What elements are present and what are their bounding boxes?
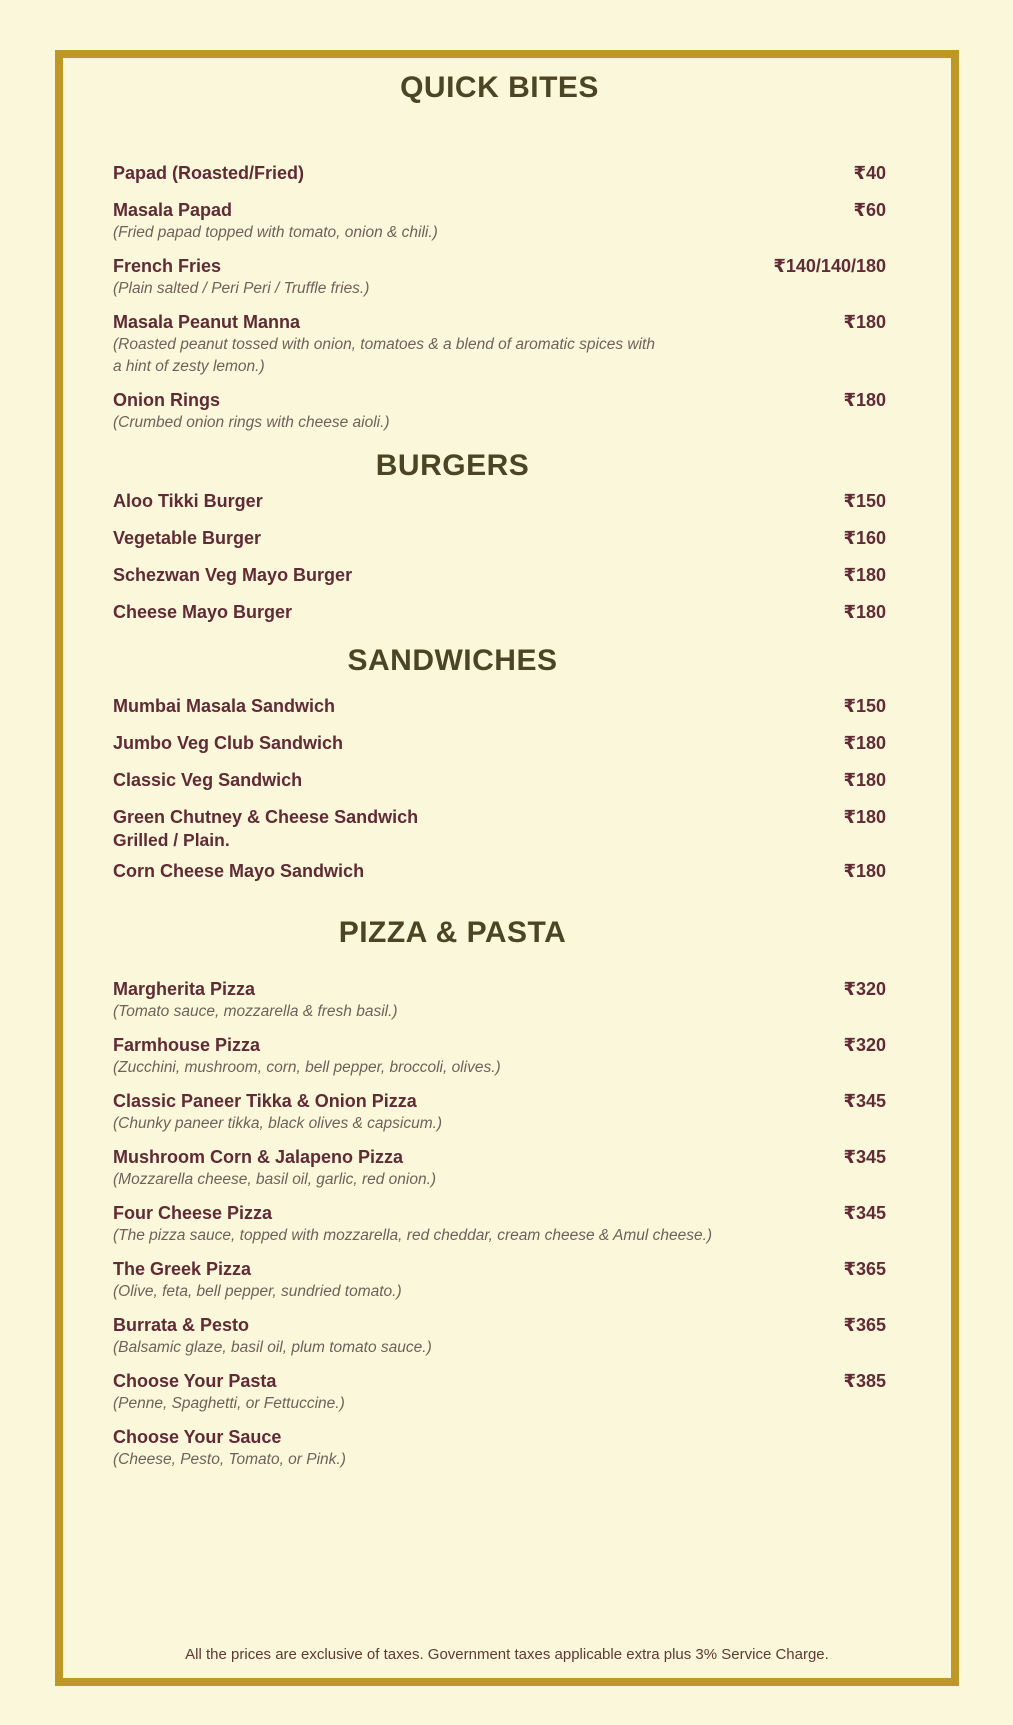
section-sandwiches xyxy=(113,643,886,883)
item-price: ₹180 xyxy=(843,565,886,585)
item-price: ₹180 xyxy=(843,602,886,622)
menu-content xyxy=(113,50,886,1482)
item-price: ₹60 xyxy=(853,200,886,220)
item-name-line2: Grilled / Plain. xyxy=(113,830,230,850)
menu-item xyxy=(113,527,886,550)
menu-item xyxy=(113,1314,886,1359)
item-price: ₹345 xyxy=(843,1147,886,1167)
item-name: Choose Your Pasta xyxy=(113,1371,277,1391)
menu-item xyxy=(113,389,886,434)
item-price: ₹140/140/180 xyxy=(773,256,886,276)
item-price: ₹180 xyxy=(843,861,886,881)
item-description: (Balsamic glaze, basil oil, plum tomato sauce.) xyxy=(113,1339,432,1356)
menu-item xyxy=(113,1202,886,1247)
menu-item xyxy=(113,1426,886,1471)
item-name: Classic Veg Sandwich xyxy=(113,770,303,790)
item-name: Jumbo Veg Club Sandwich xyxy=(113,733,344,753)
section-title: BURGERS xyxy=(375,449,530,482)
item-name: Margherita Pizza xyxy=(113,979,256,999)
item-name: Classic Paneer Tikka & Onion Pizza xyxy=(113,1091,417,1111)
item-description: (Plain salted / Peri Peri / Truffle fries.) xyxy=(113,280,370,297)
item-description: (The pizza sauce, topped with mozzarella, red cheddar, cream cheese & Amul cheese.) xyxy=(113,1227,713,1244)
item-description: (Olive, feta, bell pepper, sundried tomato.) xyxy=(113,1283,402,1300)
item-description: (Tomato sauce, mozzarella & fresh basil.) xyxy=(113,1003,398,1020)
item-name: Mushroom Corn & Jalapeno Pizza xyxy=(113,1147,404,1167)
item-price: ₹160 xyxy=(843,528,886,548)
item-price: ₹320 xyxy=(843,1035,886,1055)
item-price: ₹150 xyxy=(843,491,886,511)
item-price: ₹365 xyxy=(843,1259,886,1279)
item-description-line2: a hint of zesty lemon.) xyxy=(113,358,265,375)
item-name: Schezwan Veg Mayo Burger xyxy=(113,565,353,585)
menu-item xyxy=(113,732,886,755)
item-price: ₹385 xyxy=(843,1371,886,1391)
item-name: Choose Your Sauce xyxy=(113,1427,282,1447)
item-price: ₹345 xyxy=(843,1203,886,1223)
item-name: Burrata & Pesto xyxy=(113,1315,250,1335)
item-name: French Fries xyxy=(113,256,222,276)
item-description: (Zucchini, mushroom, corn, bell pepper, broccoli, olives.) xyxy=(113,1059,501,1076)
item-name: Four Cheese Pizza xyxy=(113,1203,273,1223)
menu-item xyxy=(113,1258,886,1303)
item-price: ₹40 xyxy=(853,163,886,183)
menu-item xyxy=(113,1146,886,1191)
item-price: ₹345 xyxy=(843,1091,886,1111)
footer-tax-note: All the prices are exclusive of taxes. Government taxes applicable extra plus 3% Service Charge. xyxy=(185,1646,829,1663)
section-burgers xyxy=(113,448,886,624)
menu-item xyxy=(113,311,886,378)
item-description: (Roasted peanut tossed with onion, tomatoes & a blend of aromatic spices with xyxy=(113,336,655,353)
item-name: Masala Papad xyxy=(113,200,233,220)
item-price: ₹320 xyxy=(843,979,886,999)
menu-item xyxy=(113,1034,886,1079)
item-description: (Fried papad topped with tomato, onion & chili.) xyxy=(113,224,438,241)
item-price: ₹365 xyxy=(843,1315,886,1335)
menu-item xyxy=(113,1370,886,1415)
menu-item xyxy=(113,860,886,883)
section-title: QUICK BITES xyxy=(400,71,599,104)
menu-item xyxy=(113,162,886,185)
section-title: PIZZA & PASTA xyxy=(338,916,567,949)
item-price: ₹180 xyxy=(843,733,886,753)
item-name: Onion Rings xyxy=(113,390,220,410)
item-name: Corn Cheese Mayo Sandwich xyxy=(113,861,365,881)
section-quick-bites xyxy=(113,70,886,434)
item-name: Aloo Tikki Burger xyxy=(113,491,263,511)
item-price: ₹180 xyxy=(843,390,886,410)
menu-item xyxy=(113,978,886,1023)
menu-item xyxy=(113,601,886,624)
item-price: ₹180 xyxy=(843,312,886,332)
item-description: (Penne, Spaghetti, or Fettuccine.) xyxy=(113,1395,345,1412)
menu-item xyxy=(113,199,886,244)
menu-item xyxy=(113,564,886,587)
item-name: Vegetable Burger xyxy=(113,528,262,548)
section-pizza-pasta xyxy=(113,915,886,1471)
item-name: Masala Peanut Manna xyxy=(113,312,301,332)
item-description: (Cheese, Pesto, Tomato, or Pink.) xyxy=(113,1451,346,1468)
menu-item xyxy=(113,695,886,718)
menu-item xyxy=(113,769,886,792)
menu-item xyxy=(113,806,886,851)
item-name: Cheese Mayo Burger xyxy=(113,602,293,622)
item-name: The Greek Pizza xyxy=(113,1259,252,1279)
item-price: ₹180 xyxy=(843,770,886,790)
menu-item xyxy=(113,490,886,513)
item-description: (Mozzarella cheese, basil oil, garlic, red onion.) xyxy=(113,1171,437,1188)
item-name: Papad (Roasted/Fried) xyxy=(113,163,305,183)
item-name: Farmhouse Pizza xyxy=(113,1035,261,1055)
item-price: ₹150 xyxy=(843,696,886,716)
item-description: (Chunky paneer tikka, black olives & capsicum.) xyxy=(113,1115,443,1132)
item-description: (Crumbed onion rings with cheese aioli.) xyxy=(113,414,390,431)
item-name: Green Chutney & Cheese Sandwich xyxy=(113,807,419,827)
item-price: ₹180 xyxy=(843,807,886,827)
section-title: SANDWICHES xyxy=(347,644,558,677)
item-name: Mumbai Masala Sandwich xyxy=(113,696,336,716)
menu-item xyxy=(113,1090,886,1135)
menu-item xyxy=(113,255,886,300)
